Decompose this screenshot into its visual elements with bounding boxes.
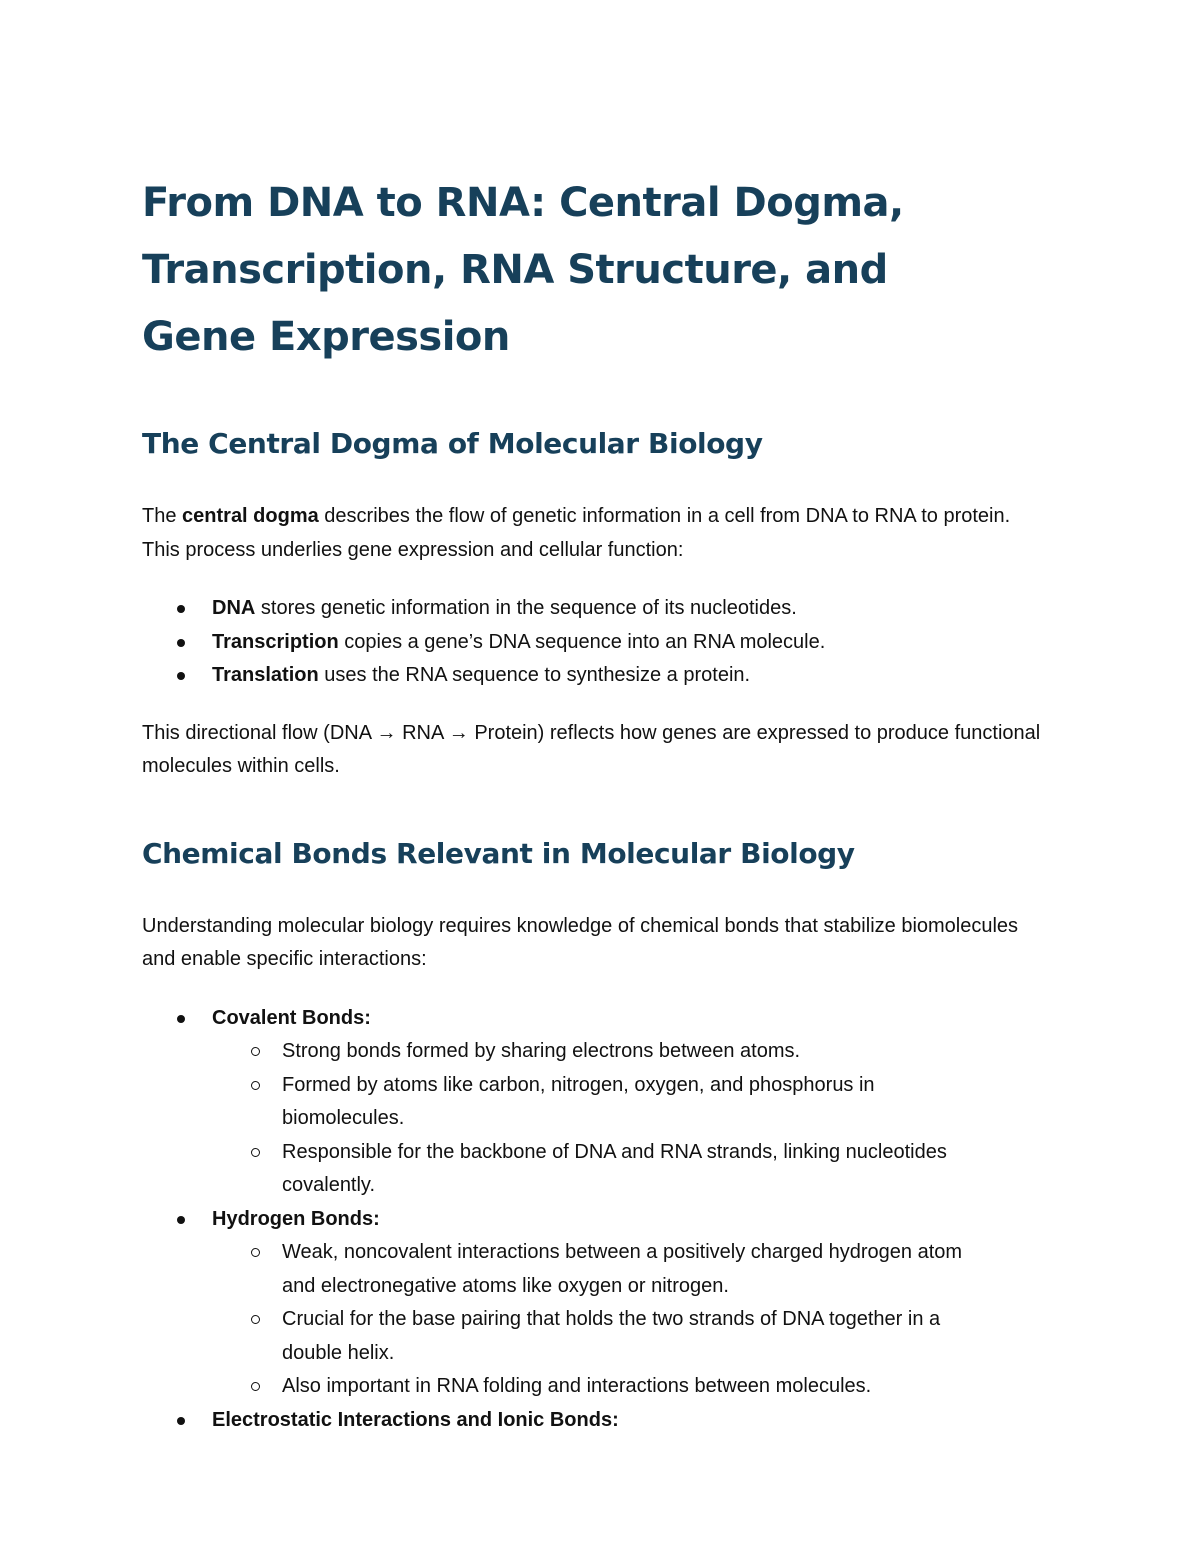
- central-dogma-intro: [142, 500, 1047, 567]
- list-item-term: Transcription: [212, 630, 339, 653]
- list-item: [142, 1404, 1052, 1438]
- document-title: From DNA to RNA: Central Dogma, Transcription, RNA Structure, and Gene Expression: [142, 180, 904, 360]
- section-heading-chemical-bonds: Chemical Bonds Relevant in Molecular Biology: [142, 836, 855, 870]
- list-item: [142, 626, 1052, 660]
- list-item: [142, 592, 1052, 626]
- bond-types-list: [142, 1002, 1052, 1438]
- sub-list-item: Formed by atoms like carbon, nitrogen, oxygen, and phosphorus in biomolecules.: [142, 1069, 972, 1136]
- sub-list-item: Weak, noncovalent interactions between a positively charged hydrogen atom and electronegative atoms like oxygen or nitrogen.: [142, 1236, 972, 1303]
- list-item-text: uses the RNA sequence to synthesize a protein.: [318, 664, 751, 686]
- list-item-term: Translation: [212, 664, 319, 686]
- hydrogen-points: [142, 1236, 972, 1404]
- list-item-text: stores genetic information in the sequence of its nucleotides.: [255, 597, 797, 619]
- sub-list-item: Strong bonds formed by sharing electrons between atoms.: [142, 1035, 972, 1069]
- chemical-bonds-intro: Understanding molecular biology requires knowledge of chemical bonds that stabilize biomolecules and enable specific interactions:: [142, 914, 1019, 970]
- list-item: [142, 1203, 1052, 1404]
- sub-list-item: Crucial for the base pairing that holds the two strands of DNA together in a double helix.: [142, 1303, 972, 1370]
- sub-list-item: Responsible for the backbone of DNA and RNA strands, linking nucleotides covalently.: [142, 1136, 972, 1203]
- bond-type-covalent: Covalent Bonds:: [212, 1006, 371, 1029]
- central-dogma-list: [142, 592, 1052, 693]
- intro-text-pre: The: [142, 505, 183, 527]
- covalent-points: [142, 1035, 972, 1203]
- intro-text-post: describes the flow of genetic information in a cell from DNA to RNA to protein. This process underlies gene expression and cellular function:: [142, 505, 1011, 561]
- list-item: [142, 1002, 1052, 1203]
- sub-list-item: Also important in RNA folding and interactions between molecules.: [142, 1370, 972, 1404]
- bond-type-electrostatic: Electrostatic Interactions and Ionic Bonds:: [212, 1408, 619, 1431]
- central-dogma-outro: This directional flow (DNA → RNA → Protein) reflects how genes are expressed to produce functional molecules within cells.: [142, 721, 1041, 777]
- document-page: [142, 170, 1052, 1437]
- bond-type-hydrogen: Hydrogen Bonds:: [212, 1207, 380, 1230]
- list-item-text: copies a gene’s DNA sequence into an RNA molecule.: [338, 630, 826, 653]
- intro-term-central-dogma: central dogma: [182, 505, 319, 527]
- list-item: [142, 659, 1052, 693]
- section-heading-central-dogma: The Central Dogma of Molecular Biology: [142, 427, 763, 460]
- list-item-term: DNA: [212, 597, 256, 619]
